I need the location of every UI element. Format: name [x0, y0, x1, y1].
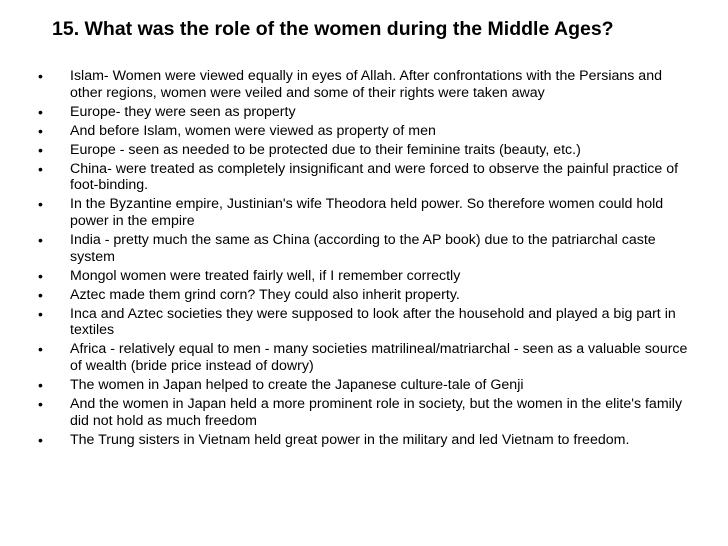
bullet-text: Islam- Women were viewed equally in eyes of Allah. After confrontations with the Persians and other regions, women were veiled and some of their rights were taken away	[70, 68, 662, 101]
bullet-icon: •	[38, 122, 43, 139]
bullet-icon: •	[38, 341, 43, 358]
bullet-icon: •	[38, 286, 43, 303]
bullet-item	[38, 232, 688, 265]
bullet-icon: •	[38, 232, 43, 249]
slide-title: 15. What was the role of the women during the Middle Ages?	[52, 18, 614, 40]
bullet-text: Europe- they were seen as property	[70, 103, 296, 120]
bullet-text: India - pretty much the same as China (according to the AP book) due to the patriarchal caste system	[70, 232, 656, 265]
bullet-item	[38, 396, 688, 429]
bullet-icon: •	[38, 160, 43, 177]
bullet-icon: •	[38, 103, 43, 120]
bullet-item	[38, 268, 688, 285]
bullet-text: Europe - seen as needed to be protected due to their feminine traits (beauty, etc.)	[70, 141, 581, 158]
bullet-item	[38, 104, 688, 121]
bullet-icon: •	[38, 141, 43, 158]
bullet-text: The Trung sisters in Vietnam held great power in the military and led Vietnam to freedom.	[70, 431, 630, 448]
bullet-text: In the Byzantine empire, Justinian's wife Theodora held power. So therefore women could hold power in the empire	[70, 196, 664, 229]
bullet-item	[38, 432, 688, 449]
bullet-item	[38, 123, 688, 140]
bullet-icon: •	[38, 68, 43, 84]
bullet-text: China- were treated as completely insignificant and were forced to observe the painful practice of foot-binding.	[70, 160, 679, 194]
bullet-icon: •	[38, 377, 43, 394]
bullet-text: And before Islam, women were viewed as property of men	[70, 122, 436, 139]
bullet-item	[38, 161, 688, 194]
bullet-text: Africa - relatively equal to men - many societies matrilineal/matriarchal - seen as a valuable source of wealth (bride price instead of dowry)	[70, 341, 688, 374]
bullet-text: The women in Japan helped to create the Japanese culture-tale of Genji	[70, 377, 524, 394]
bullet-item	[38, 142, 688, 159]
bullet-icon: •	[38, 396, 43, 413]
bullet-text: Mongol women were treated fairly well, if I remember correctly	[70, 267, 461, 284]
bullet-icon: •	[38, 267, 43, 284]
bullet-icon: •	[38, 196, 43, 213]
bullet-icon: •	[38, 431, 43, 448]
bullet-item	[38, 377, 688, 394]
bullet-text: Inca and Aztec societies they were supposed to look after the household and played a big part in textiles	[70, 305, 676, 339]
bullet-item	[38, 306, 688, 339]
bullet-text: Aztec made them grind corn? They could also inherit property.	[70, 286, 460, 303]
bullet-icon: •	[38, 305, 43, 322]
bullet-item	[38, 287, 688, 304]
bullet-text: And the women in Japan held a more prominent role in society, but the women in the elite's family did not hold as much freedom	[70, 396, 683, 429]
bullet-item	[38, 196, 688, 229]
bullet-list	[38, 68, 688, 451]
bullet-item	[38, 341, 688, 374]
bullet-item	[38, 68, 688, 101]
